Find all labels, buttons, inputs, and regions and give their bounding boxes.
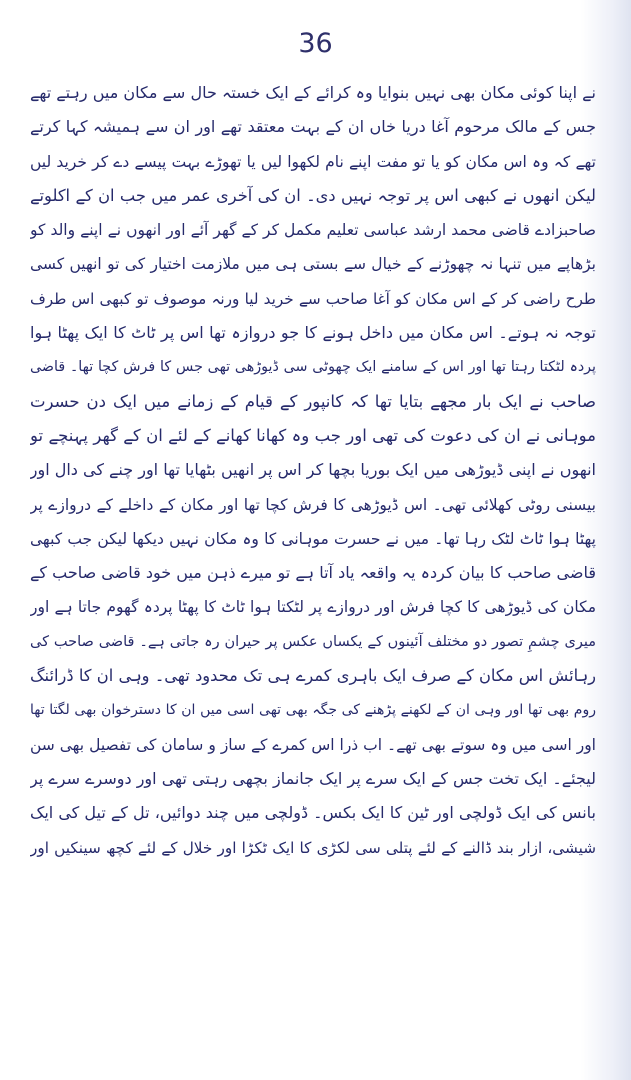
text-line: صاحب نے ایک بار مجھے بتایا تھا کہ کانپور کے قیام کے زمانے میں ایک دن حسرت (30, 391, 596, 411)
text-line: قاضی صاحب کا بیان کردہ یہ واقعہ یاد آتا ہے تو میرے ذہن میں خود قاضی صاحب کے (30, 563, 596, 583)
text-line: شیشی، ازار بند ڈالنے کے لئے پتلی سی لکڑی کا ایک ٹکڑا اور خلال کے لئے کچھ سینکیں اور (30, 838, 596, 857)
text-line: لیجئے۔ ایک تخت جس کے ایک سرے پر ایک جانماز بچھی رہتی تھی اور دوسرے سرے پر (30, 768, 596, 788)
text-line: بانس کی ایک ڈولچی اور ٹین کا ایک بکس۔ ڈولچی میں چند دوائیں، تل کے تیل کی ایک (30, 803, 596, 823)
text-line: توجہ نہ ہوتے۔ اس مکان میں داخل ہونے کا جو دروازہ تھا اس پر ٹاٹ کا ایک پھٹا ہوا (30, 323, 596, 343)
text-line: نے اپنا کوئی مکان بھی نہیں بنوایا وہ کرائے کے ایک خستہ حال سے مکان میں رہتے تھے (30, 83, 596, 102)
text-line: پردہ لٹکتا رہتا تھا اور اس کے سامنے ایک چھوٹی سی ڈیوڑھی تھی جس کا فرش کچا تھا۔ قاضی (30, 359, 596, 376)
body-text (30, 76, 596, 865)
text-line: موہانی نے ان کی دعوت کی تھی اور جب وہ کھانا کھانے کے لئے ان کے گھر پہنچے تو (30, 425, 596, 445)
page-number: 36 (298, 28, 333, 59)
text-line: طرح راضی کر کے اس مکان کو آغا صاحب سے خرید لیا ورنہ موصوف تو کبھی اس طرف (30, 289, 596, 308)
text-line: انھوں نے اپنی ڈیوڑھی میں ایک بوریا بچھا کر اس پر انھیں بٹھایا تھا اور چنے کی دال اور (30, 460, 596, 480)
text-line: مکان کی ڈیوڑھی کا کچا فرش اور دروازے پر لٹکتا ہوا ٹاٹ کا پھٹا پردہ گھوم جاتا ہے اور (30, 598, 596, 617)
text-line: بیسنی روٹی کھلائی تھی۔ اس ڈیوڑھی کا فرش کچا تھا اور مکان کے داخلے کے دروازے پر (30, 495, 596, 514)
text-line: رہائش اس مکان کے صرف ایک باہری کمرے ہی تک محدود تھی۔ وہی ان کا ڈرائنگ (30, 666, 596, 686)
text-line: لیکن انھوں نے کبھی اس پر توجہ نہیں دی۔ ان کی آخری عمر میں جب ان کے اکلوتے (30, 185, 596, 205)
text-line: بڑھاپے میں تنہا نہ چھوڑنے کے خیال سے بستی ہی میں ملازمت اختیار کی تو انھیں کسی (30, 255, 596, 274)
text-line: پھٹا ہوا ٹاٹ لٹک رہا تھا۔ میں نے حسرت موہانی کا وہ مکان نہیں دیکھا لیکن جب کبھی (30, 529, 596, 548)
text-line: روم بھی تھا اور وہی ان کے لکھنے پڑھنے کی جگہ بھی تھی اسی میں ان کا دسترخوان بھی لگتا تھا (30, 702, 596, 719)
text-line: جس کے مالک مرحوم آغا دریا خاں ان کے بہت معتقد تھے اور ان سے ہمیشہ کہا کرتے (30, 117, 596, 137)
text-line: اور اسی میں وہ سوتے بھی تھے۔ اب ذرا اس کمرے کے ساز و سامان کی تفصیل بھی سن (30, 735, 596, 754)
text-line: میری چشمِ تصور دو مختلف آئینوں کے یکساں عکس پر حیران رہ جاتی ہے۔ قاضی صاحب کی (30, 633, 596, 650)
text-line: تھے کہ وہ اس مکان کو یا تو مفت اپنے نام لکھوا لیں یا تھوڑے بہت پیسے دے کر خرید لیں (30, 152, 596, 171)
text-line: صاحبزادے قاضی محمد ارشد عباسی تعلیم مکمل کر کے گھر آئے اور انھوں نے اپنے والد کو (30, 221, 596, 240)
